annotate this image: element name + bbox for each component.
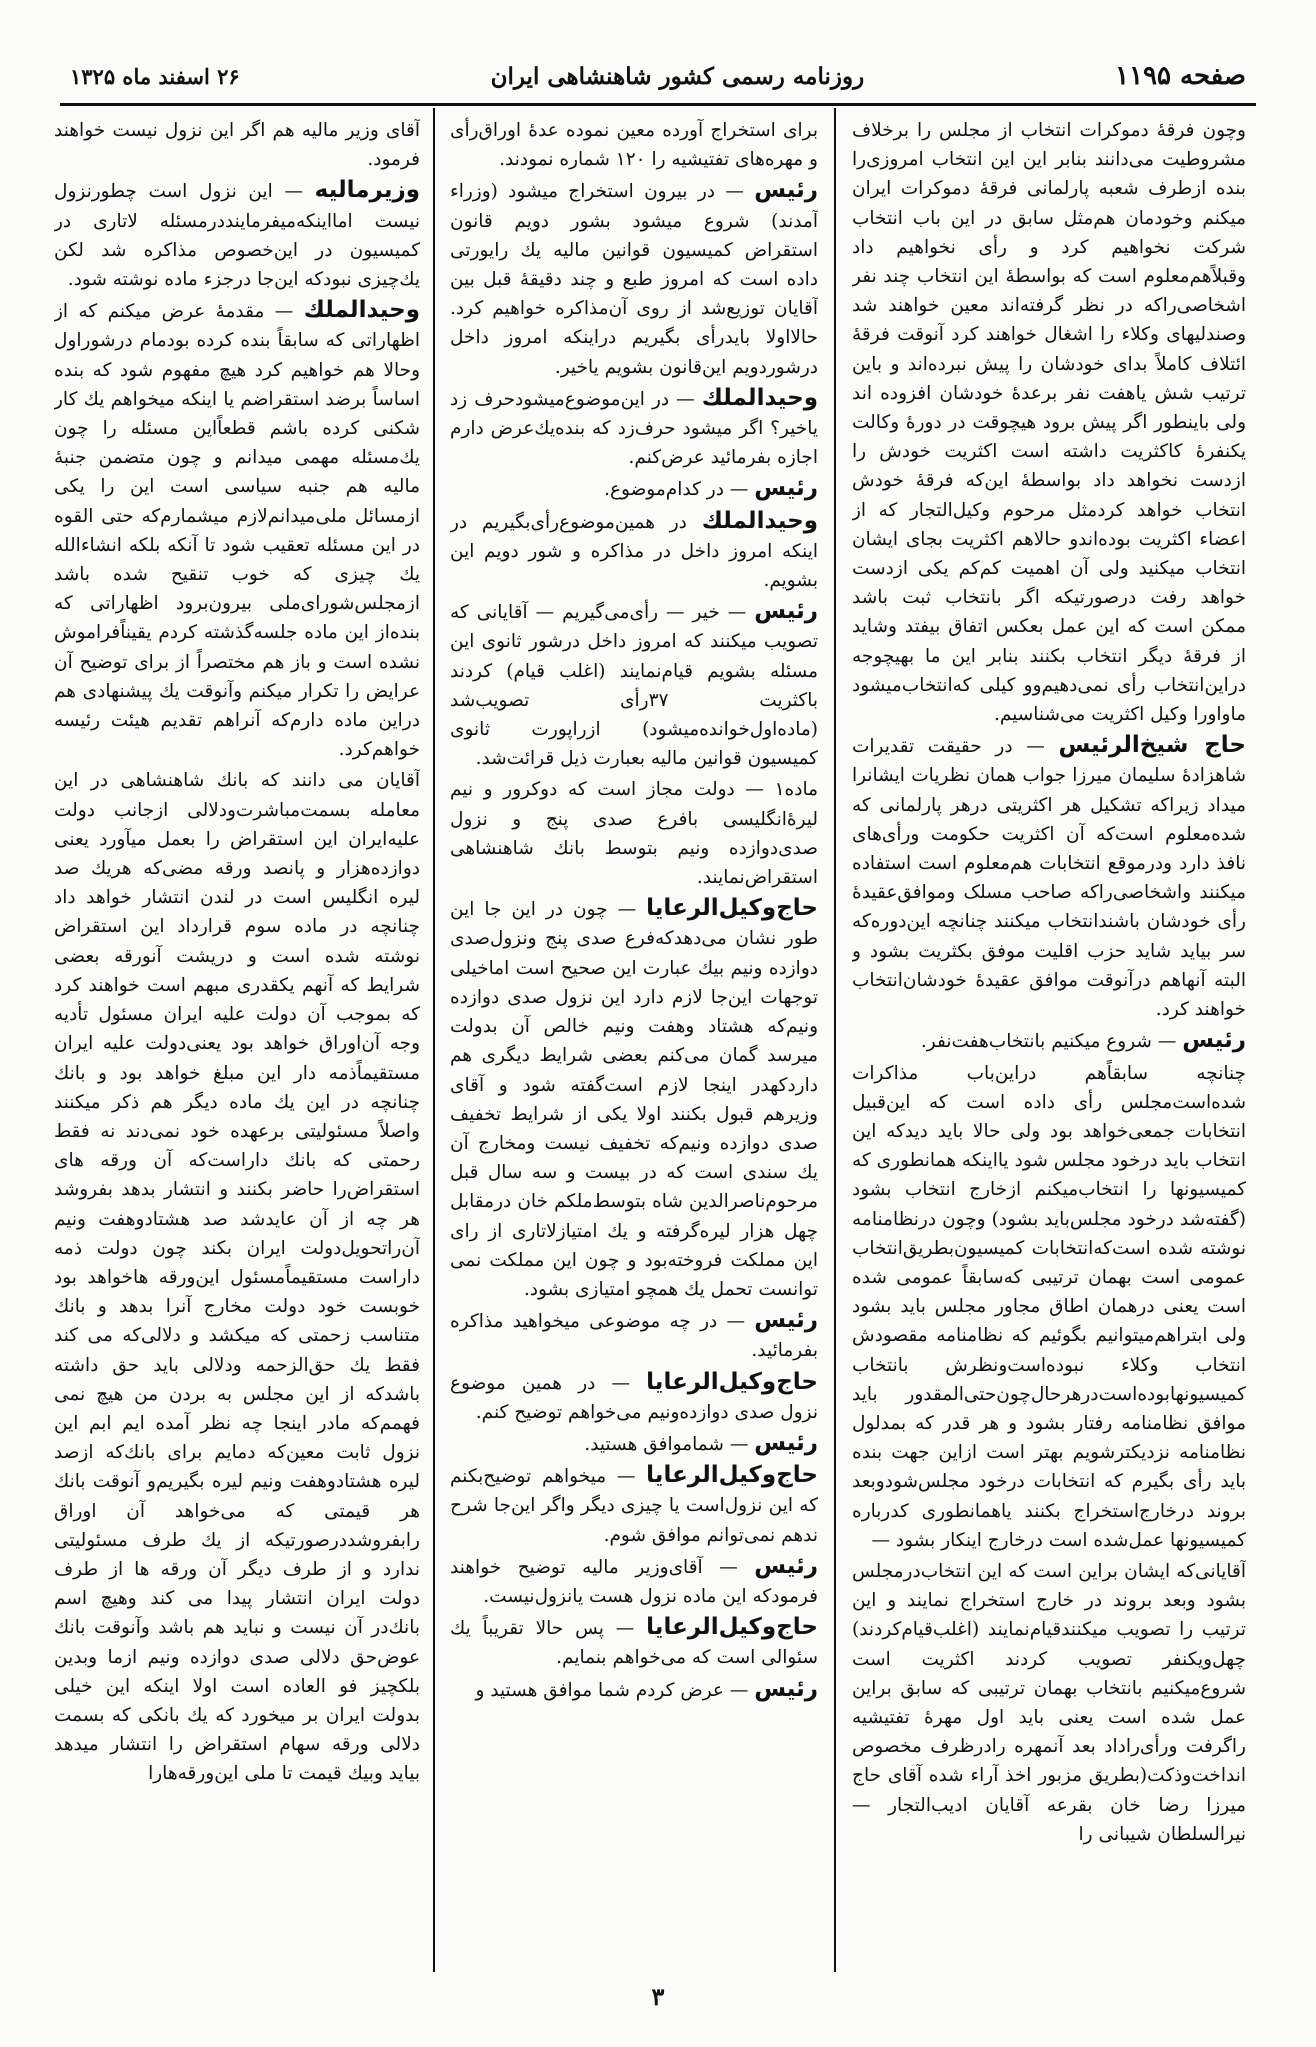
paragraph-text: آقای وزیر مالیه هم اگر این نزول نیست خواهند فرمود. (54, 120, 420, 171)
column-right (852, 116, 1246, 1966)
paragraph-text: — مقدمهٔ عرض میکنم که از اظهاراتی که سابقاً بنده کرده بودمام درشوراول وحالا هم خواهیم کرد هیچ مفهوم شود که بنده اساساً برضد استقراضم یا اینکه میخواهم یك کار شکنی کرده باشم قطعاًاین مسئله را چون یك‌مسئله مهمی میدانم و چون متضمن جنبهٔ مالیه هم جنبه سیاسی است این را یکی ازمسائل ملی‌میدانم‌لازم میشمارم‌که حتی القوه در این مسئله تعقیب شود تا آنکه بلکه انشاءالله یك چیزی که خوب تنقیح شده باشد ازمجلس‌شورای‌ملی بیرون‌برود اظهاراتی که بنده‌از این ماده جلسه‌گذشته کردم یقیناًفراموش نشده است و باز هم مختصراً از برای توضیح آن عرایض را تکرار میکنم وآنوقت یك پیشنهادی هم دراین ماده دارم‌که آنراهم تقدیم هیئت رئیسه خواهم‌کرد. (54, 301, 420, 761)
paragraph (450, 507, 818, 596)
paragraph-text: در همین‌موضوع‌رأی‌بگیریم در اینکه امروز داخل در مذاکره و شور دویم این بشویم. (450, 511, 818, 592)
paragraph (450, 474, 818, 504)
paragraph-text: — پس حالا تقریباً یك سئوالی است که می‌خواهم بنمایم. (450, 1618, 818, 1669)
paragraph-text: — خیر — رأی‌می‌گیریم — آقایانی که تصویب میکنند که امروز داخل درشور ثانوی این مسئله بشویم قیام‌نمایند (اغلب قیام) کردند باکثریت ۳۷رأی تصویب‌شد (ماده‌اول‌خوانده‌میشود) ازراپورت ثانوی کمیسیون قوانین مالیه بعبارت ذیل قرائت‌شد. (450, 602, 818, 770)
speaker-name: رئیس (754, 1552, 818, 1579)
paragraph-text: — میخواهم توضیح‌بکنم که این نزول‌است یا چیزی دیگر واگر این‌جا شرح ندهم نمی‌توانم موافق شوم. (450, 1466, 818, 1546)
speaker-name: حاج‌وکیل‌الرعایا (646, 1368, 818, 1395)
paragraph (450, 1552, 818, 1611)
paragraph-text: — در این‌موضوع‌میشودحرف زد یاخیر؟ اگر میشود حرف‌زد که بنده‌یك‌عرض دارم اجازه بفرمائید عرض‌کنم. (450, 388, 818, 469)
paragraph-text: — عرض کردم شما موافق هستید و (475, 1679, 749, 1701)
paragraph-text: — آقای‌وزیر مالیه توضیح خواهند فرمودکه این ماده نزول هست یانزول‌نیست. (450, 1556, 818, 1607)
paragraph (450, 116, 818, 174)
paragraph-text: — این نزول است چطورنزول نیست امااینکه‌میفرمایند‌درمسئله لاتاری در کمیسیون در این‌خصوص مذاکره شد لکن یك‌چیزی نبودکه این‌جا درجزء ماده نوشته شود. (54, 181, 420, 291)
paragraph-text: ماده۱ — دولت مجاز است که دوکرور و نیم لیرهٔ‌انگلیسی بافرع صدی پنج و نزول صدی‌دوازده ونیم بتوسط بانك شاهنشاهی استقراض‌نمایند. (450, 779, 818, 889)
speaker-name: وحیدالملك (701, 507, 818, 534)
paragraph-text: — در کدام‌موضوع. (604, 479, 749, 501)
speaker-name: رئیس (754, 475, 818, 502)
paragraph-text: — چون در این جا این طور نشان می‌دهدکه‌فرع صدی پنج ونزول‌صدی دوازده ونیم بیك عبارت این صحیح است اماخیلی توجهات این‌جا لازم دارد این نزول صدی دوازده ونیم‌که هشتاد وهفت ونیم خالص آن بدولت میرسد گمان می‌کنم بعضی شرایط دیگری هم دارد‌کهدر اینجا لازم است‌گفته شود و آقای وزیرهم قبول بکنند اولا یکی از شرایط تخفیف صدی دوازده ونیم‌که تخفیف نیست ومخارج آن یك سندی است که در بیست و سه سال قبل مرحوم‌ناصرالدین شاه بتوسط‌ملکم خان درمقابل چهل هزار لیره‌گرفته و یك امتیازلاتاری از رای این مملکت فروخته‌بود و چون این مملکت نمی توانست تحمل یك همچو امتیازی بشود. (450, 899, 818, 1300)
speaker-name: رئیس (754, 1307, 818, 1334)
speaker-name: وحیدالملك (701, 384, 818, 411)
paragraph-text: — در بیرون استخراج میشود (وزراء آمدند) شروع میشود بشور دویم قانون استقراض کمیسیون قوانین مالیه یك رایورتی داده است که امروز طبع و چند دقیقهٔ قبل بین آقایان توزیع‌شد از روی آن‌مذاکره خواهیم کرد. حالااولا بایدرأی بگیریم دراینکه امروز داخل درشوردویم این‌قانون بشویم یاخیر. (450, 181, 818, 378)
paragraph (852, 1026, 1246, 1056)
speaker-name: وحیدالملك (303, 297, 420, 324)
speaker-name: حاج‌وکیل‌الرعایا (646, 1462, 818, 1489)
paragraph (852, 116, 1246, 729)
column-left (54, 116, 420, 1966)
paragraph (852, 1059, 1246, 1555)
speaker-name: رئیس (754, 177, 818, 204)
speaker-name: رئیس (754, 1429, 818, 1456)
paragraph (450, 1675, 818, 1705)
paragraph-text: وچون فرقهٔ دموکرات انتخاب از مجلس را برخلاف مشروطیت می‌دانند بنابر این این انتخاب امروزی‌را بنده ازطرف شعبه پارلمانی فرقهٔ دموکرات ایران میکنم وخودمان هم‌مثل سابق در این باب انتخاب شرکت نخواهیم کرد و رأی نخواهیم داد وقبلاًهم‌معلوم است که بواسطهٔ این انتخاب چند نفر اشخاصی‌راکه در نظر گرفته‌اند معین خواهند شد وصندلیهای وکلاء را اشغال خواهند کرد آنوقت فرقهٔ ائتلاف کاملاً بدای خودشان را پیش نبرده‌اند و باین ترتیب شش یاهفت نفر برعدهٔ خودشان افزوده اند ولی باینطور اگر پیش برود هیچوقت در دورهٔ وکالت یکنفرهٔ کاکثریت داشته است اکثریت خودش را ازدست نخواهد داد بواسطهٔ این‌که فرقهٔ خودش انتخاب خواهد کرد‌مثل مرحوم وکیل‌التجار که از اعضاء اکثریت بوده‌اندو حالاهم اکثریت بجای ایشان انتخاب میکنید ولی آن اهمیت کم‌کم یکی ازدست خواهد رفت درصورتیکه اگر بانتخاب ثبت باشد ممکن است که این عمل بعکس اتفاق بیفتد وشاید از فرقهٔ دیگر انتخاب بکنند بنابر این ما بهیچوجه دراین‌انتخاب رأی نمی‌دهیم‌وو کیلی که‌انتخاب‌میشود ماواورا وکیل اکثریت می‌شناسیم. (852, 120, 1246, 726)
page-header (70, 55, 1246, 97)
column-middle (450, 116, 818, 1966)
paragraph (54, 176, 420, 294)
paragraph-text: — شماموافق هستید. (584, 1433, 749, 1455)
paragraph-text: آقایان می دانند که بانك شاهنشاهی در این معامله بسمت‌مباشرت‌ودلالی ازجانب دولت علیه‌ایران این استقراض را بعمل میآورد یعنی دوازده‌هزار و پانصد ورقه مضی‌که هریك صد لیره انگلیس است در لندن انتشار خواهد داد چنانچه در ماده سوم قرارداد این استقراض نوشته شده است و دریشت آنورقه بعضی شرایط که آنهم یکقدری مبهم است خواهند کرد که بموجب آن دولت علیه ایران مسئول تأدیه وجه آن‌اوراق خواهد بود یعنی‌دولت علیه ایران مستقیماًذمه دار این مبلغ خواهد بود و بانك چنانچه در این یك ماده دیگر هم ذکر میکنند واصلاً مسئولیتی برعهده خود نمی‌دند نه فقط رحمتی که بانك داراست‌که آن ورقه های استقراض‌را حاضر بکنند و انتشار بدهد بفروشد هر چه از آن عایدشد صد هشتادوهفت ونیم آن‌راتحویل‌دولت ایران بکند چون دولت ذمه داراست مستقیماًمسئول این‌ورقه هاخواهد بود خوبست خود دولت مخارج آنرا بدهد و بانك متناسب زحمتی که میکشد و دلالی‌که می کند فقط یك حق‌الزحمه ودلالی باید حق داشته باشدکه از این مجلس به بردن من هیچ نمی فهمم‌که مادر اینجا چه نظر آمده ایم ابم این نزول ثابت معین‌که دمایم برای بانك‌که ازصد لیره هشتادوهفت ونیم لیره بگیریم‌و آنوقت بانك هر قیمتی که می‌خواهد آن اوراق رابفروشد‌درصورتیکه از یك طرف مسئولیتی ندارد و از طرف دیگر آن ورقه ها از طرف دولت ایران انتشار پیدا می کند وهیچ اسم بانك‌در آن نیست و نباید هم باشد وآنوقت بانك عوض‌حق دلالی صدی دوازده ونیم ازما وبدین بلکچیز فو العاده است اولا اینکه این خیلی بدولت ایران بر میخورد که یك بانکی که بسمت دلالی ورقه سهام استقراض را انتشار میدهد بیاید وبیك قیمت تا ملی این‌ورقه‌ها‌را (54, 770, 420, 1785)
newspaper-title: روزنامه رسمی کشور شاهنشاهی ایران (490, 62, 865, 90)
speaker-name: حاج شیخ‌الرئیس (1058, 732, 1246, 759)
paragraph (450, 597, 818, 773)
paragraph (852, 1557, 1246, 1849)
paragraph (450, 1368, 818, 1427)
paragraph-text: — در حقیقت تقدیرات شاهزادهٔ سلیمان میرزا جواب همان نظریات ایشانرا میداد زیراکه تشکیل هر اکثریتی درهر پارلمانی که شده‌معلوم است‌که آن اکثریت حکومت ورأی‌های نافذ دارد ودرموقع انتخابات هم‌معلوم است استفاده میکنند واشخاصی‌راکه صاحب مسلک وموافق‌عقیدهٔ رأی خودشان باشندانتخاب میکنند چنانچه این‌دوره‌که سر بیاید شاید حزب اقلیت موفق بکثریت بشود و البته آنهاهم درآنوقت موافق عقیدهٔ خودشان‌انتخاب خواهند کرد. (852, 736, 1246, 1021)
column-divider (433, 108, 435, 1972)
paragraph-text: چنانچه سابقاًهم دراین‌باب مذاکرات شده‌است‌مجلس رأی داده است که این‌قبیل انتخابات جمعی‌خواهد بود ولی حالا باید دیدکه این انتخاب باید درخود مجلس شود یااینکه همانطوری که کمیسیونها را انتخاب‌میکنم ازخارج انتخاب بشود (گفته‌شد درخود مجلس‌باید بشود) وچون درنظامنامه نوشته شده است‌که‌انتخابات کمیسیون‌بطریق‌انتخاب عمومی است بهمان ترتیبی که‌سابقاً عمومی شده است یعنی درهمان اطاق مجاور مجلس باید بشود ولی ابتراهم‌میتوانیم بگوئیم که نظامنامه مقصودش انتخاب وکلاء نبوده‌است‌ونظرش بانتخاب کمیسیونها‌بوده‌است‌درهرحال‌چون‌حتی‌المقدور باید موافق نظامنامه رفتار بشود و هر قدر که بمدلول نظامنامه نزدیکترشویم بهتر است ازاین جهت بنده باید رأی بگیرم که انتخابات درخود مجلس‌شودوبعد بروند درخارج‌استخراج بکنند یاهمانطوری کدرباره کمیسیونها عمل‌شده است درخارج اینکار بشود — (852, 1062, 1246, 1551)
folio-number: ۳ (651, 1982, 665, 2011)
issue-date: ۲۶ اسفند ماه ۱۳۲۵ (70, 63, 240, 89)
paragraph (450, 384, 818, 473)
page-number-label: صفحه ۱۱۹۵ (1115, 61, 1246, 91)
paragraph (852, 731, 1246, 1024)
speaker-name: حاج‌وکیل‌الرعایا (646, 895, 818, 922)
paragraph-text: برای استخراج آورده معین نموده عدهٔ اوراق‌رأی و مهره‌های تفتیشیه را ۱۲۰ شماره نمودند. (450, 120, 818, 171)
header-rule (60, 103, 1256, 106)
paragraph (54, 296, 420, 764)
speaker-name: حاج‌وکیل‌الرعایا (646, 1614, 818, 1641)
paragraph (54, 116, 420, 174)
speaker-name: رئیس (1182, 1027, 1246, 1054)
paragraph (450, 1461, 818, 1550)
speaker-name: وزیرمالیه (314, 177, 420, 204)
paragraph-text: — در همین موضوع نزول صدی دوازده‌ونیم می‌خواهم توضیح کنم. (450, 1372, 818, 1423)
paragraph-text: آقایانی‌که ایشان براین است که این انتخاب‌درمجلس بشود وبعد بروند در خارج استخراج نمایند و این ترتیب را تصویب میکنند‌قیام‌نمایند (اغلب‌قیام‌کردند) چهل‌ویکنفر تصویب کردند اکثریت است شروع‌میکنیم بانتخاب بهمان ترتیبی که سابق براین عمل شده است یعنی باید اول مهرهٔ تفتیشیه راگرفت ورأی‌راداد بعد آنمهره رادرظرف مخصوص انداخت‌وذکت(بطریق مزبور اخذ آراء شده آقای حاج میرزا رضا خان بقرعه آقایان ادیب‌التجار — نیرالسلطان شیبانی را (852, 1560, 1246, 1845)
paragraph (450, 894, 818, 1304)
paragraph (54, 766, 420, 1788)
paragraph (450, 1306, 818, 1365)
column-divider (834, 108, 836, 1972)
speaker-name: رئیس (754, 598, 818, 625)
speaker-name: رئیس (754, 1675, 818, 1702)
paragraph-text: — در چه موضوعی میخواهید مذاکره بفرمائید. (450, 1311, 818, 1362)
paragraph-text: — شروع میکنیم بانتخاب‌هفت‌نفر. (920, 1031, 1177, 1053)
paragraph (450, 1429, 818, 1459)
paragraph (450, 176, 818, 381)
paragraph (450, 775, 818, 892)
paragraph (450, 1613, 818, 1672)
